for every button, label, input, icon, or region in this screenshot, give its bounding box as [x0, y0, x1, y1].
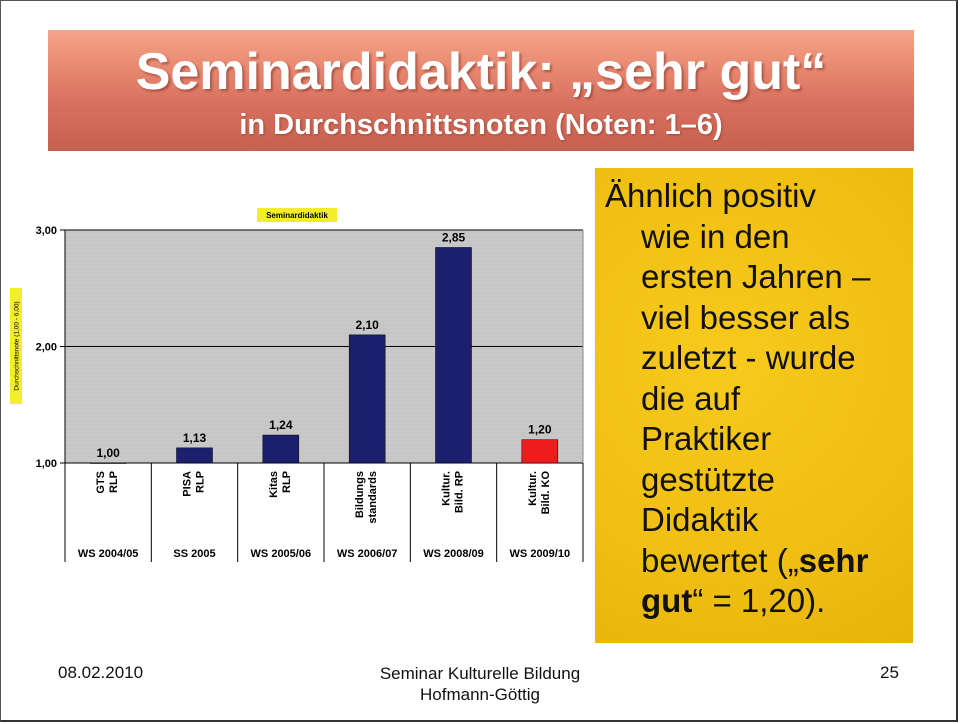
x-tick-label: RLP [194, 471, 207, 493]
y-axis-label: Durchschnittsnote (1,00 - 6,00) [13, 301, 21, 391]
slide-subtitle: in Durchschnittsnoten (Noten: 1–6) [239, 109, 723, 141]
callout-line: gestützte [641, 460, 775, 498]
semester-label: WS 2004/05 [77, 548, 139, 560]
data-label: 1,13 [182, 430, 207, 445]
semester-label: WS 2009/10 [509, 548, 571, 560]
x-tick-label: Kultur. [526, 471, 539, 506]
data-label: 2,10 [355, 317, 379, 332]
footer-seminar: Seminar Kulturelle Bildung [379, 664, 581, 683]
callout-text: “ = 1,20). [692, 582, 826, 619]
callout-line [605, 541, 903, 582]
x-tick-label: Bild. RP [453, 471, 466, 514]
footer-center [330, 663, 630, 705]
y-tick-label: 3,00 [35, 225, 57, 237]
callout-line: Praktiker [641, 420, 772, 457]
callout-box [595, 168, 913, 643]
data-label: 1,20 [528, 422, 552, 437]
callout-line: zuletzt - wurde [641, 339, 856, 376]
x-tick-label: Kultur. [440, 471, 453, 506]
data-label: 2,85 [441, 230, 466, 245]
x-tick-label: Kitas [267, 471, 280, 498]
x-tick-label: Bildungs [354, 471, 367, 519]
bar [436, 247, 472, 463]
callout-line: ersten Jahren – [641, 258, 871, 295]
callout-line: Didaktik [641, 501, 759, 538]
callout-line: viel besser als [641, 298, 851, 336]
callout-line: die auf [641, 379, 741, 417]
callout-line: Ähnlich positiv [605, 177, 816, 214]
page-number: 25 [880, 663, 899, 682]
callout-line [605, 581, 903, 622]
bar [90, 463, 126, 464]
bar [522, 440, 558, 463]
callout-emphasis: gut [641, 582, 693, 619]
x-tick-label: PISA [181, 471, 194, 497]
x-tick-label: Bild. KO [539, 471, 552, 515]
semester-label: WS 2006/07 [336, 548, 398, 560]
y-tick-label: 1,00 [35, 458, 57, 470]
semester-label: WS 2005/06 [250, 548, 312, 560]
chart-area [0, 200, 600, 570]
bar [263, 435, 299, 463]
chart-title: Seminardidaktik [266, 211, 328, 220]
x-tick-label: standards [367, 471, 380, 524]
footer-date: 08.02.2010 [58, 663, 144, 682]
data-label: 1,24 [269, 418, 293, 433]
x-tick-label: RLP [280, 471, 293, 493]
bar [177, 448, 213, 463]
slide-title: Seminardidaktik: „sehr gut“ [135, 43, 827, 101]
callout-text: bewertet („ [641, 541, 799, 579]
callout-emphasis: sehr [798, 541, 869, 579]
bar-chart [0, 200, 600, 570]
footer-author: Hofmann-Göttig [420, 685, 540, 704]
y-tick-label: 2,00 [35, 341, 57, 354]
data-label: 1,00 [96, 446, 120, 460]
bar [349, 335, 385, 463]
title-banner [48, 30, 914, 151]
semester-label: WS 2008/09 [423, 548, 484, 560]
callout-line: wie in den [641, 217, 790, 255]
x-tick-label: RLP [108, 471, 121, 493]
x-tick-label: GTS [95, 471, 108, 494]
semester-label: SS 2005 [173, 548, 216, 560]
